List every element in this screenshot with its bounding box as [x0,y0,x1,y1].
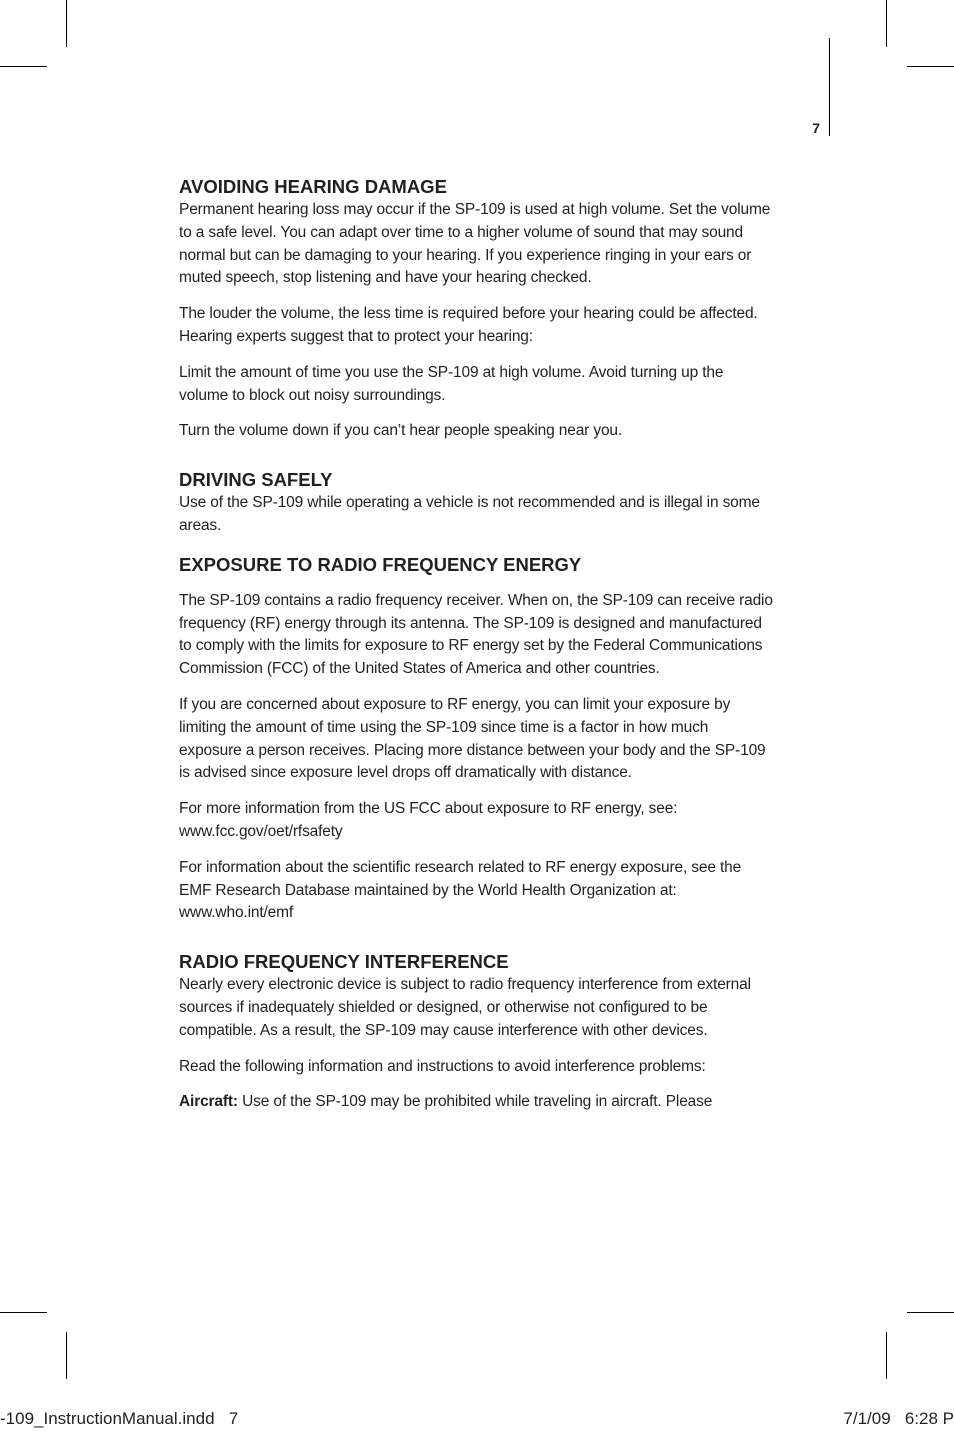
paragraph: Nearly every electronic device is subject to radio frequency interference from external sources if inadequately shielded or designed, or otherwise not configured to be compatible. As a result, the SP-109 may cause interference with other devices. [179,976,751,1039]
aircraft-term: Aircraft: [179,1093,238,1111]
crop-mark-bottom-right-vertical [886,1332,887,1379]
paragraph: Permanent hearing loss may occur if the SP-109 is used at high volume. Set the volume to a safe level. You can adapt over time to a higher volume of sound that may sound normal but can be damaging to your hearing. If you experience ringing in your ears or muted speech, stop listening and have your hearing checked. [179,201,771,287]
paragraph: The louder the volume, the less time is required before your hearing could be affected. Hearing experts suggest that to protect your hearing: [179,305,758,345]
aircraft-text: Use of the SP-109 may be prohibited while traveling in aircraft. Please [237,1093,713,1111]
crop-mark-bottom-left-vertical [66,1332,67,1379]
crop-mark-top-right-vertical [886,0,887,47]
crop-mark-bottom-left-horizontal [0,1312,47,1313]
crop-mark-top-right-horizontal [907,66,954,67]
slug-datetime: 7/1/09 6:28 P [843,1409,954,1428]
paragraph: If you are concerned about exposure to RF energy, you can limit your exposure by limiting the amount of time using the SP-109 since time is a factor in how much exposure a person receives. Placing more distance between your body and the SP-109 is advised since exposure level drops off dramatically with distance. [179,695,766,782]
paragraph: The SP-109 contains a radio frequency receiver. When on, the SP-109 can receive radio frequency (RF) energy through its antenna. The SP-109 is designed and manufactured to comply with the limits for exposure to RF energy set by the Federal Communications Commission (FCC) of the United States of America and other countries. [179,591,773,678]
paragraph: Use of the SP-109 while operating a vehicle is not recommended and is illegal in some areas. [179,494,760,534]
manual-body [179,174,773,1127]
paragraph: Turn the volume down if you can’t hear people speaking near you. [179,422,623,440]
slug-filename: -109_InstructionManual.indd 7 [0,1409,239,1428]
crop-mark-top-left-horizontal [0,66,47,67]
section-title-driving: DRIVING SAFELY [179,469,333,491]
bleed-mark-top [829,38,830,136]
crop-mark-bottom-right-horizontal [907,1312,954,1313]
paragraph: Read the following information and instructions to avoid interference problems: [179,1057,706,1075]
paragraph: Limit the amount of time you use the SP-109 at high volume. Avoid turning up the volume to block out noisy surroundings. [179,363,724,404]
aircraft-paragraph [179,1091,773,1114]
section-title-rf-exposure: EXPOSURE TO RADIO FREQUENCY ENERGY [179,553,582,575]
paragraph: For more information from the US FCC about exposure to RF energy, see: www.fcc.gov/oet/rfsafety [179,800,678,840]
paragraph: For information about the scientific research related to RF energy exposure, see the EMF Research Database maintained by the World Health Organization at: www.who.int/emf [179,858,742,922]
section-title-rf-interference: RADIO FREQUENCY INTERFERENCE [179,951,509,973]
crop-mark-top-left-vertical [66,0,67,47]
page-number: 7 [812,120,820,136]
section-title-hearing: AVOIDING HEARING DAMAGE [179,176,447,197]
